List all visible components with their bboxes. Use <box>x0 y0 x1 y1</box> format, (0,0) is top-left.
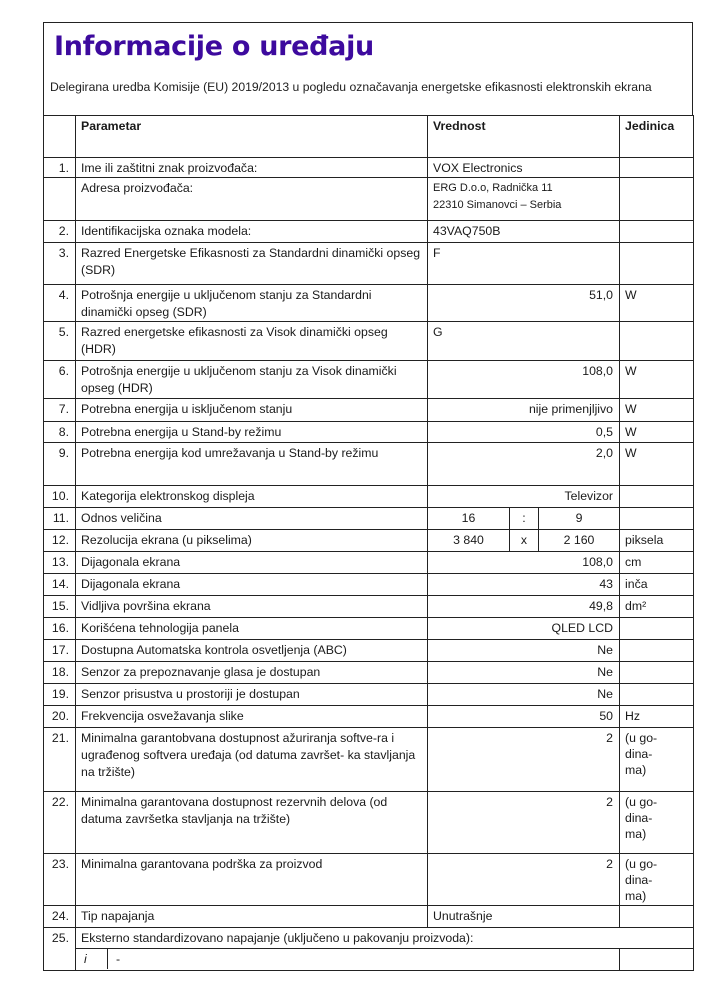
row-unit: W <box>620 285 694 322</box>
row-number: 20. <box>44 706 76 728</box>
row-parameter: Potrebna energija u Stand-by režimu <box>76 422 428 443</box>
row-number: 15. <box>44 596 76 618</box>
header-value: Vrednost <box>428 116 620 158</box>
row-value: 108,0 <box>428 552 620 574</box>
table-row <box>44 243 694 285</box>
row-number: 17. <box>44 640 76 662</box>
row-parameter: Senzor za prepoznavanje glasa je dostupan <box>76 662 428 684</box>
row-value: F <box>428 243 620 285</box>
row-parameter: Korišćena tehnologija panela <box>76 618 428 640</box>
row-unit: dm² <box>620 596 694 618</box>
row-parameter: Razred energetske efikasnosti za Visok dinamički opseg (HDR) <box>76 322 428 361</box>
row-value: 2 <box>428 728 620 792</box>
row-unit: W <box>620 443 694 486</box>
row-parameter: Identifikacijska oznaka modela: <box>76 221 428 243</box>
table-row <box>44 285 694 322</box>
row-unit <box>620 618 694 640</box>
row-parameter: Tip napajanja <box>76 906 428 928</box>
row-parameter: Dostupna Automatska kontrola osvetljenja (ABC) <box>76 640 428 662</box>
row-number <box>44 178 76 221</box>
row-value: 43 <box>428 574 620 596</box>
row-unit <box>620 728 694 792</box>
resolution-separator: x <box>510 530 539 552</box>
header-parameter: Parametar <box>76 116 428 158</box>
row-parameter: Potrebna energija kod umrežavanja u Stand-by režimu <box>76 443 428 486</box>
table-row <box>44 486 694 508</box>
row-unit <box>620 792 694 854</box>
header-unit: Jedinica <box>620 116 694 158</box>
row-unit: Hz <box>620 706 694 728</box>
address-line-2: 22310 Simanovci – Serbia <box>433 199 562 211</box>
row-number: 7. <box>44 399 76 422</box>
row-parameter: Odnos veličina <box>76 508 428 530</box>
table-row <box>44 158 694 178</box>
row-number: 3. <box>44 243 76 285</box>
row-parameter: Frekvencija osvežavanja slike <box>76 706 428 728</box>
row-parameter: Ime ili zaštitni znak proizvođača: <box>76 158 428 178</box>
row-number: 16. <box>44 618 76 640</box>
row-number: 23. <box>44 854 76 906</box>
unit-line: dina- <box>625 811 653 825</box>
row-unit <box>620 158 694 178</box>
row-number: 10. <box>44 486 76 508</box>
unit-line: dina- <box>625 873 653 887</box>
table-row <box>44 928 694 949</box>
row-parameter: Senzor prisustva u prostoriji je dostupan <box>76 684 428 706</box>
table-row <box>44 322 694 361</box>
row-value: Unutrašnje <box>428 906 620 928</box>
unit-line: dina- <box>625 747 653 761</box>
row-number: 14. <box>44 574 76 596</box>
unit-line: ma) <box>625 889 647 903</box>
regulation-subtitle: Delegirana uredba Komisije (EU) 2019/2013 u pogledu označavanja energetske efikasnosti elektronskih ekrana <box>50 80 652 94</box>
table-header-row <box>44 116 694 158</box>
row-parameter: Vidljiva površina ekrana <box>76 596 428 618</box>
row-parameter: Minimalna garantobvana dostupnost ažuriranja softve-ra i ugrađenog softvera uređaja (od datuma završet- ka stavljanja na tržište) <box>76 728 428 792</box>
table-row <box>44 618 694 640</box>
table-row <box>44 552 694 574</box>
table-row <box>44 221 694 243</box>
row-value: 50 <box>428 706 620 728</box>
row-parameter: Potrošnja energije u uključenom stanju za Standardni dinamički opseg (SDR) <box>76 285 428 322</box>
row-value: 51,0 <box>428 285 620 322</box>
aspect-ratio-separator: : <box>510 508 539 530</box>
table-row <box>44 361 694 399</box>
row-unit <box>620 322 694 361</box>
sub-item-cell <box>76 949 620 971</box>
aspect-ratio-height: 9 <box>539 508 620 530</box>
row-number: 1. <box>44 158 76 178</box>
row-parameter: Eksterno standardizovano napajanje (uključeno u pakovanju proizvoda): <box>76 928 694 949</box>
row-value: G <box>428 322 620 361</box>
row-unit <box>620 178 694 221</box>
row-number: 25. <box>44 928 76 971</box>
row-parameter: Kategorija elektronskog displeja <box>76 486 428 508</box>
row-number: 21. <box>44 728 76 792</box>
row-number: 18. <box>44 662 76 684</box>
row-parameter: Potrebna energija u isključenom stanju <box>76 399 428 422</box>
table-row <box>44 178 694 221</box>
row-value: 43VAQ750B <box>428 221 620 243</box>
unit-line: (u go- <box>625 731 658 745</box>
page-title: Informacije o uređaju <box>54 31 374 62</box>
header-number <box>44 116 76 158</box>
row-unit: piksela <box>620 530 694 552</box>
product-info-table <box>43 115 694 971</box>
row-parameter: Adresa proizvođača: <box>76 178 428 221</box>
row-value: 0,5 <box>428 422 620 443</box>
row-number: 12. <box>44 530 76 552</box>
table-row <box>44 792 694 854</box>
row-parameter: Rezolucija ekrana (u pikselima) <box>76 530 428 552</box>
row-number: 22. <box>44 792 76 854</box>
resolution-height: 2 160 <box>539 530 620 552</box>
row-value: VOX Electronics <box>428 158 620 178</box>
row-parameter: Minimalna garantovana podrška za proizvod <box>76 854 428 906</box>
row-value: 2,0 <box>428 443 620 486</box>
table-row <box>44 596 694 618</box>
row-value: QLED LCD <box>428 618 620 640</box>
unit-line: ma) <box>625 827 647 841</box>
row-value: 49,8 <box>428 596 620 618</box>
table-row <box>44 706 694 728</box>
table-row <box>44 684 694 706</box>
table-row <box>44 508 694 530</box>
address-line-1: ERG D.o.o, Radnička 11 <box>433 182 553 194</box>
resolution-width: 3 840 <box>428 530 510 552</box>
aspect-ratio-width: 16 <box>428 508 510 530</box>
row-number: 13. <box>44 552 76 574</box>
row-unit <box>620 854 694 906</box>
row-number: 4. <box>44 285 76 322</box>
row-value: nije primenjljivo <box>428 399 620 422</box>
row-unit: inča <box>620 574 694 596</box>
row-number: 9. <box>44 443 76 486</box>
row-unit: W <box>620 361 694 399</box>
row-unit <box>620 662 694 684</box>
row-number: 11. <box>44 508 76 530</box>
sub-item-label: i <box>76 949 108 969</box>
row-number: 6. <box>44 361 76 399</box>
row-parameter: Minimalna garantovana dostupnost rezervnih delova (od datuma završetka stavljanja na tržište) <box>76 792 428 854</box>
table-row <box>44 574 694 596</box>
document-header <box>43 22 693 116</box>
row-unit <box>620 486 694 508</box>
row-value: 2 <box>428 792 620 854</box>
table-row <box>44 399 694 422</box>
unit-line: ma) <box>625 763 647 777</box>
row-number: 8. <box>44 422 76 443</box>
row-unit: W <box>620 399 694 422</box>
table-row <box>44 443 694 486</box>
row-value <box>428 178 620 221</box>
row-unit <box>620 949 694 971</box>
row-value: Televizor <box>428 486 620 508</box>
table-row <box>44 728 694 792</box>
sub-item-value: - <box>116 952 121 966</box>
row-unit <box>620 906 694 928</box>
row-value: 2 <box>428 854 620 906</box>
unit-line: (u go- <box>625 857 658 871</box>
table-subrow <box>44 949 694 971</box>
row-number: 24. <box>44 906 76 928</box>
row-value: Ne <box>428 662 620 684</box>
table-row <box>44 640 694 662</box>
row-parameter: Dijagonala ekrana <box>76 574 428 596</box>
row-unit: W <box>620 422 694 443</box>
table-row <box>44 422 694 443</box>
row-unit <box>620 640 694 662</box>
row-unit: cm <box>620 552 694 574</box>
unit-line: (u go- <box>625 795 658 809</box>
table-row <box>44 662 694 684</box>
row-number: 2. <box>44 221 76 243</box>
row-parameter: Potrošnja energije u uključenom stanju za Visok dinamički opseg (HDR) <box>76 361 428 399</box>
row-unit <box>620 684 694 706</box>
table-row <box>44 854 694 906</box>
table-row <box>44 530 694 552</box>
row-unit <box>620 243 694 285</box>
row-number: 5. <box>44 322 76 361</box>
row-value: Ne <box>428 640 620 662</box>
table-row <box>44 906 694 928</box>
row-number: 19. <box>44 684 76 706</box>
row-parameter: Dijagonala ekrana <box>76 552 428 574</box>
row-value: Ne <box>428 684 620 706</box>
row-parameter: Razred Energetske Efikasnosti za Standardni dinamički opseg (SDR) <box>76 243 428 285</box>
row-unit <box>620 508 694 530</box>
row-unit <box>620 221 694 243</box>
row-value: 108,0 <box>428 361 620 399</box>
